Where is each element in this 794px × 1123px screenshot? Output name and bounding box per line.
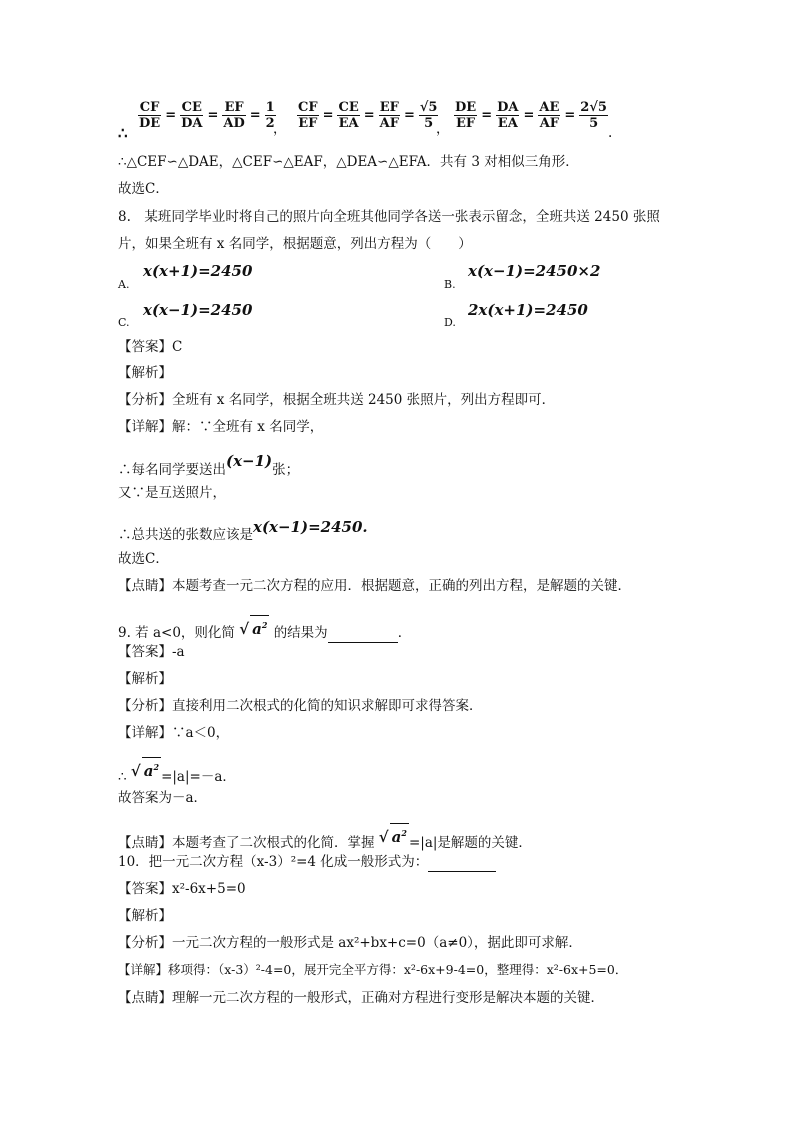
q10-answer: [118, 880, 246, 898]
numerator: AE: [539, 100, 560, 115]
numerator: EF: [222, 100, 245, 116]
option-c-equation: x(x−1)=2450: [143, 301, 253, 319]
q8-stem-line-2: 片，如果全班有 x 名同学，根据题意，列出方程为（ ）: [118, 236, 472, 252]
dianjing-text-pre: 本题考查了二次根式的化简．掌握: [172, 835, 375, 851]
answer-tag: 【答案】: [118, 644, 172, 660]
equals-sign: =: [363, 108, 375, 123]
fenxi-tag: 【分析】: [118, 392, 172, 408]
q8-xiangjie: [118, 418, 323, 436]
xiangjie-tag: 【详解】: [118, 419, 172, 435]
fraction-group-3: [452, 100, 613, 142]
fraction: [138, 100, 161, 131]
numerator: 1: [265, 100, 275, 115]
q9-step: [118, 762, 236, 786]
dianjing-text: 理解一元二次方程的一般形式，正确对方程进行变形是解决本题的关键．: [172, 990, 604, 1006]
equals-sign: =: [207, 108, 219, 123]
option-b-equation: x(x−1)=2450×2: [468, 262, 601, 280]
numerator: √5: [419, 100, 438, 115]
equals-sign: =: [165, 108, 177, 123]
option-d-label: D.: [444, 316, 456, 329]
fraction-group-2: [295, 100, 440, 142]
choose-c-line: 故选C．: [118, 181, 169, 197]
dianjing-text: 本题考查一元二次方程的应用．根据题意，正确的列出方程，是解题的关键．: [172, 578, 631, 594]
answer-value: x²-6x+5=0: [172, 881, 246, 897]
numerator: 2√5: [580, 100, 607, 115]
q8-answer: [118, 338, 182, 356]
xiangjie-text: 解：∵全班有 x 名同学，: [172, 419, 324, 435]
option-d-equation: 2x(x+1)=2450: [468, 301, 588, 319]
answer-blank: [428, 853, 496, 872]
dianjing-tag: 【点睛】: [118, 578, 172, 594]
xiangjie-tag: 【详解】: [118, 962, 169, 977]
q9-stem: [118, 618, 411, 643]
fenxi-tag: 【分析】: [118, 935, 172, 951]
option-c-label: C.: [118, 316, 130, 329]
q9-suffix: 的结果为: [273, 625, 328, 641]
fraction: [180, 100, 203, 131]
fraction: [379, 100, 400, 131]
separator-1: ，: [273, 121, 287, 137]
q8-mutual-line: 又∵是互送照片，: [118, 485, 226, 501]
fenxi-text: 全班有 x 名同学，根据全班共送 2450 张照片，列出方程即可．: [172, 392, 556, 408]
answer-value: -a: [172, 644, 185, 660]
fenxi-text: 直接利用二次根式的化简的知识求解即可求得答案．: [172, 698, 483, 714]
q8-dianjing: [118, 577, 631, 595]
fraction: [538, 100, 560, 131]
q10-stem: [118, 853, 496, 872]
similar-triangles-line: ∴△CEF∽△DAE，△CEF∽△EAF，△DEA∽△EFA．共有 3 对相似三角形．: [118, 154, 579, 170]
q8-stem-line-1: 8. 某班同学毕业时将自己的照片向全班其他同学各送一张表示留念，全班共送 2450 张照: [118, 209, 660, 225]
denominator: EF: [298, 116, 318, 131]
sqrt-a-squared: √ $a^2$: [239, 615, 269, 638]
denominator: AF: [379, 116, 399, 131]
total-math: x(x−1)=2450.: [253, 518, 368, 536]
denominator: EA: [338, 116, 359, 131]
end-period: .: [608, 125, 613, 141]
xiangjie-tag: 【详解】: [118, 725, 172, 741]
numerator: CF: [298, 100, 318, 115]
denominator: 2: [265, 116, 275, 131]
denominator: EF: [456, 116, 476, 131]
q10-fenxi: [118, 934, 582, 952]
q9-analysis-tag: 【解析】: [118, 671, 172, 687]
total-prefix: ∴总共送的张数应该是: [118, 527, 253, 543]
numerator: DA: [497, 100, 519, 115]
q8-fenxi: [118, 391, 555, 409]
q10-dianjing: [118, 989, 604, 1007]
step-result: =|a|=－a．: [161, 769, 236, 785]
q10-text: 10．把一元二次方程（x-3）²=4 化成一般形式为：: [118, 854, 429, 870]
q9-fenxi: [118, 697, 483, 715]
fraction-group-1: [136, 100, 278, 142]
fraction: [496, 100, 519, 131]
numerator: CE: [181, 100, 202, 115]
answer-blank: [328, 624, 398, 643]
denominator: AD: [223, 116, 245, 131]
q8-analysis-tag: 【解析】: [118, 365, 172, 381]
equals-sign: =: [564, 108, 576, 123]
radicand: $a^2$: [250, 615, 269, 638]
dianjing-tag: 【点睛】: [118, 990, 172, 1006]
q8-each-line: [118, 452, 300, 479]
option-a-label: A.: [118, 278, 130, 291]
dianjing-tag: 【点睛】: [118, 835, 172, 851]
fenxi-text: 一元二次方程的一般形式是 ax²+bx+c=0（a≠0），据此即可求解．: [172, 935, 582, 951]
q9-end: ．: [397, 625, 412, 641]
q9-prefix: 9. 若 a<0，则化简: [118, 625, 235, 641]
therefore: ∴: [118, 769, 127, 785]
each-math: (x−1): [226, 452, 273, 470]
q9-xiangjie: [118, 724, 229, 742]
xiangjie-text: 移项得：（x-3）²-4=0，展开完全平方得：x²-6x+9-4=0，整理得：x²-6x+5=0．: [168, 962, 628, 977]
answer-tag: 【答案】: [118, 881, 172, 897]
therefore-symbol: ∴: [118, 124, 128, 142]
option-a-equation: x(x+1)=2450: [143, 262, 253, 280]
equals-sign: =: [322, 108, 334, 123]
q10-xiangjie: [118, 961, 627, 979]
fraction: [222, 100, 245, 131]
denominator: 5: [589, 116, 599, 131]
q9-answer: [118, 643, 185, 661]
xiangjie-text: ∵a＜0，: [172, 725, 230, 741]
choose-c-line-2: 故选C．: [118, 551, 169, 567]
fraction: [337, 100, 359, 131]
equals-sign: =: [523, 108, 535, 123]
separator-2: ，: [436, 121, 450, 137]
option-b-label: B.: [444, 278, 456, 291]
q9-result: 故答案为－a．: [118, 790, 208, 806]
q8-total-line: [118, 518, 368, 544]
fraction: [454, 100, 477, 131]
each-prefix: ∴每名同学要送出: [118, 462, 226, 478]
denominator: 5: [424, 116, 434, 131]
answer-tag: 【答案】: [118, 339, 172, 355]
equals-sign: =: [249, 108, 261, 123]
numerator: CE: [338, 100, 359, 115]
fenxi-tag: 【分析】: [118, 698, 172, 714]
denominator: AF: [539, 116, 560, 131]
denominator: DE: [139, 116, 161, 131]
denominator: DA: [181, 116, 203, 131]
numerator: EF: [379, 100, 399, 115]
dianjing-text-post: =|a|是解题的关键．: [408, 835, 532, 851]
equals-sign: =: [403, 108, 415, 123]
fraction: [579, 100, 608, 131]
sqrt-a-squared: √ $a^2$: [131, 757, 161, 780]
equals-sign: =: [481, 108, 493, 123]
fraction: [297, 100, 319, 131]
each-suffix: 张；: [272, 462, 300, 478]
numerator: CF: [139, 100, 160, 115]
answer-value: C: [172, 339, 183, 355]
q9-dianjing: [118, 828, 532, 852]
q10-analysis-tag: 【解析】: [118, 908, 172, 924]
numerator: DE: [455, 100, 477, 115]
sqrt-a-squared: √ $a^2$: [379, 823, 409, 846]
denominator: EA: [497, 116, 518, 131]
